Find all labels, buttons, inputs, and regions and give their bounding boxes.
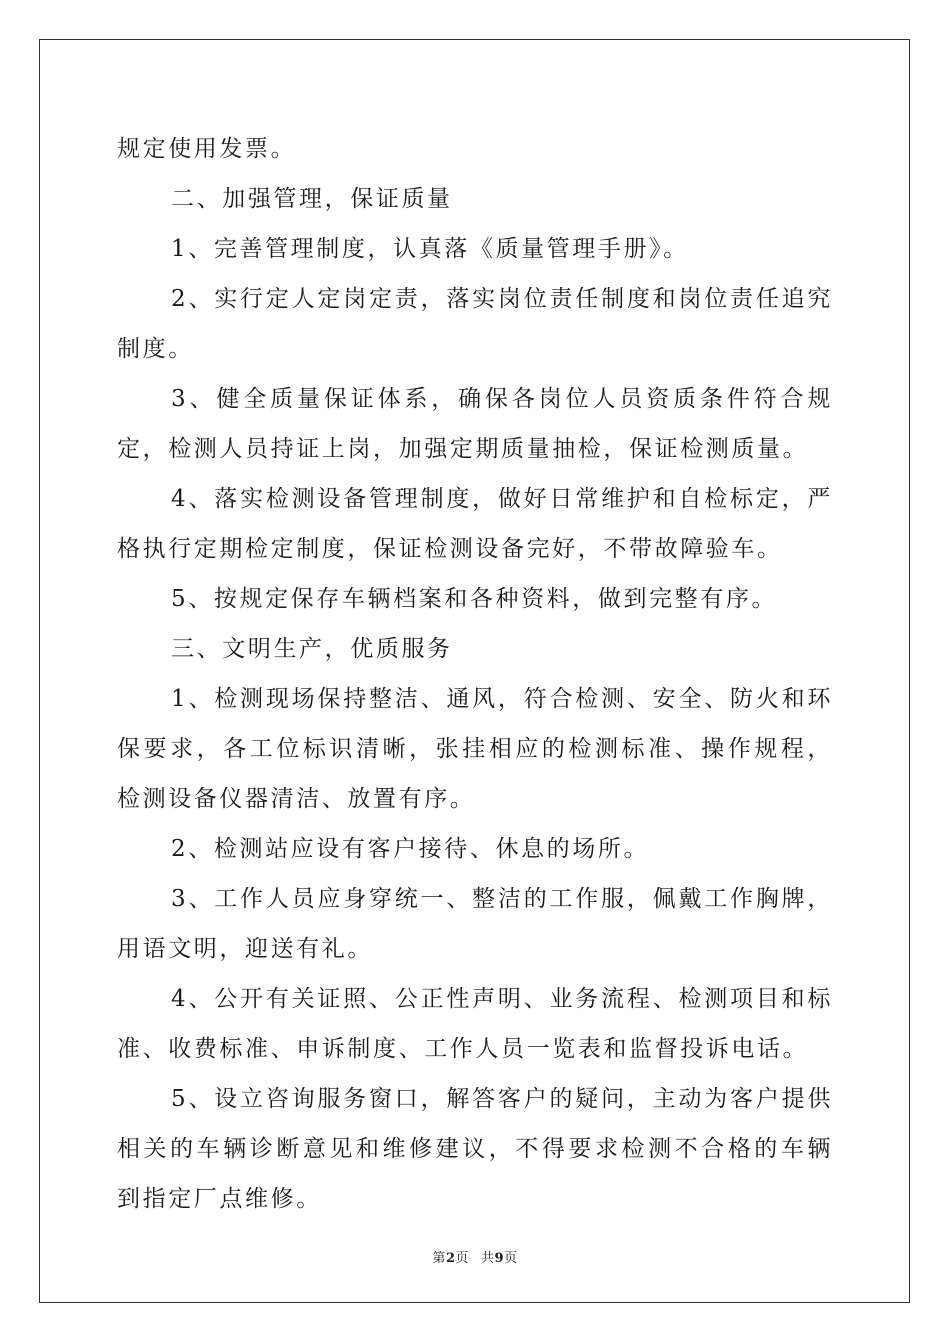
paragraph-6: 4、落实检测设备管理制度，做好日常维护和自检标定，严格执行定期检定制度，保证检测设备完好，不带故障验车。	[117, 486, 833, 562]
paragraph-4: 2、实行定人定岗定责，落实岗位责任制度和岗位责任追究制度。	[117, 286, 833, 362]
section-heading-2: 二、加强管理，保证质量	[171, 186, 453, 212]
page-suffix: 页	[455, 1251, 469, 1266]
paragraph-7: 5、按规定保存车辆档案和各种资料，做到完整有序。	[171, 586, 778, 612]
page-number: 2	[445, 1251, 456, 1266]
paragraph-9: 1、检测现场保持整洁、通风，符合检测、安全、防火和环保要求，各工位标识清晰，张挂相应的检测标准、操作规程，检测设备仪器清洁、放置有序。	[117, 686, 833, 812]
paragraph-12: 4、公开有关证照、公正性声明、业务流程、检测项目和标准、收费标准、申诉制度、工作人员一览表和监督投诉电话。	[117, 986, 833, 1062]
paragraph-3: 1、完善管理制度，认真落《质量管理手册》。	[171, 236, 689, 262]
section-heading-3: 三、文明生产，优质服务	[171, 636, 453, 662]
paragraph-13: 5、设立咨询服务窗口，解答客户的疑问，主动为客户提供相关的车辆诊断意见和维修建议，不得要求检测不合格的车辆到指定厂点维修。	[117, 1086, 833, 1212]
total-pages: 9	[494, 1251, 505, 1266]
page-prefix: 第	[432, 1251, 446, 1266]
paragraph-1: 规定使用发票。	[117, 136, 297, 162]
total-prefix: 共	[481, 1251, 495, 1266]
paragraph-11: 3、工作人员应身穿统一、整洁的工作服，佩戴工作胸牌，用语文明，迎送有礼。	[117, 886, 833, 962]
document-body	[117, 124, 833, 1224]
total-suffix: 页	[504, 1251, 518, 1266]
page-footer	[0, 1247, 950, 1266]
paragraph-5: 3、健全质量保证体系，确保各岗位人员资质条件符合规定，检测人员持证上岗，加强定期质量抽检，保证检测质量。	[117, 386, 833, 462]
paragraph-10: 2、检测站应设有客户接待、休息的场所。	[171, 836, 650, 862]
